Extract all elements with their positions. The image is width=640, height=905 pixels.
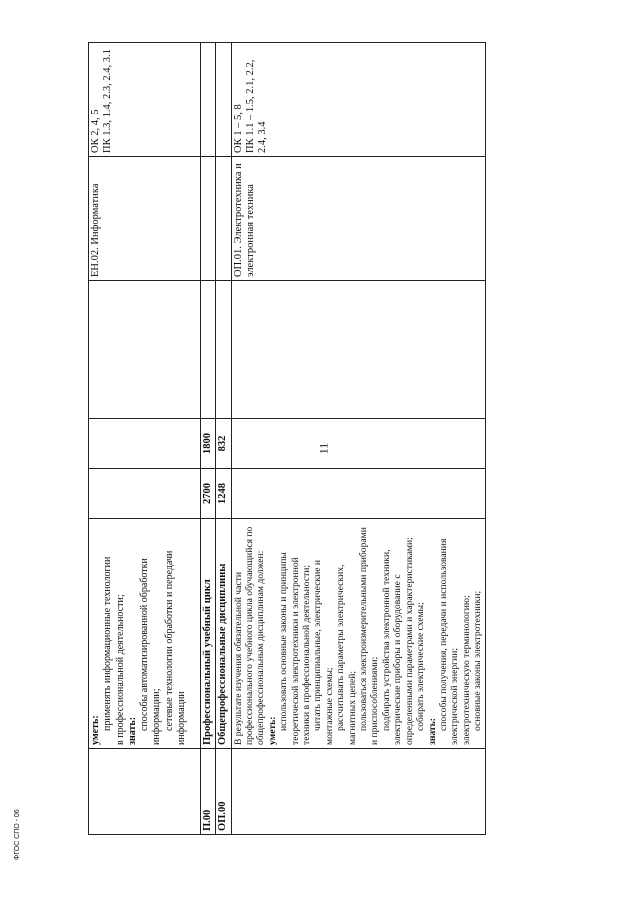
list-item: основные законы электротехники; bbox=[472, 590, 484, 731]
table-row bbox=[216, 43, 231, 835]
list-item: способы автоматизированной обработки bbox=[139, 558, 151, 731]
list-item: подбирать устройства электронной техники, электрические приборы и оборудование с определенными параметрами и характеристиками; bbox=[380, 537, 415, 745]
list-item: способы получения, передачи и использования электрической энергии; bbox=[437, 538, 461, 745]
hours-mandatory-cell bbox=[231, 419, 485, 469]
description-cell bbox=[231, 519, 485, 749]
empty-cell bbox=[201, 281, 216, 419]
table-row bbox=[89, 43, 201, 835]
hours-max-cell: 1248 bbox=[216, 469, 231, 519]
code-cell: П.00 bbox=[201, 749, 216, 835]
umet-label: уметь: bbox=[90, 715, 101, 745]
code-cell: ОП.00 bbox=[216, 749, 231, 835]
title-cell: Профессиональный учебный цикл bbox=[201, 519, 216, 749]
description-cell bbox=[89, 519, 201, 749]
list-item: читать принципиальные, электрические и монтажные схемы; bbox=[312, 559, 335, 745]
list-item: рассчитывать параметры электрических, магнитных цепей; bbox=[335, 564, 358, 745]
hours-max-cell bbox=[231, 469, 485, 519]
list-item: использовать основные законы и принципы теоретической электротехники и электронной техники в профессиональной деятельности; bbox=[278, 552, 313, 745]
list-item: электротехническую терминологию; bbox=[460, 595, 472, 745]
intro-text: В результате изучения обязательной части профессионального учебного цикла обучающийся по общепрофессиональным дисциплинам должен: bbox=[232, 526, 267, 745]
empty-cell bbox=[89, 281, 201, 419]
competency-table bbox=[88, 42, 486, 835]
title-cell: Общепрофессиональные дисциплины bbox=[216, 519, 231, 749]
hours-max-cell: 2700 bbox=[201, 469, 216, 519]
znat-label: знать: bbox=[126, 716, 138, 745]
list-item: пользоваться электроизмерительными приборами и приспособлениями; bbox=[358, 527, 381, 745]
empty-cell bbox=[201, 157, 216, 281]
list-item: сетевые технологии обработки и передачи bbox=[163, 550, 175, 731]
znat-label: знать: bbox=[426, 718, 438, 745]
empty-cell bbox=[216, 157, 231, 281]
hours-max-cell bbox=[89, 469, 201, 519]
code-cell bbox=[89, 749, 201, 835]
competencies-cell: ОК 1 – 5, 8 ПК 1.1 – 1.5, 2.1, 2.2, 2.4, 3.4 bbox=[231, 43, 485, 157]
list-item: информации bbox=[176, 691, 188, 745]
page-number: 11 bbox=[316, 442, 331, 455]
table-row bbox=[201, 43, 216, 835]
empty-cell bbox=[231, 281, 485, 419]
competencies-cell: ОК 2, 4, 5 ПК 1.3, 1.4, 2.3, 2.4, 3.1 bbox=[89, 43, 201, 157]
empty-cell bbox=[216, 43, 231, 157]
empty-cell bbox=[216, 281, 231, 419]
discipline-cell: ЕН.02. Информатика bbox=[89, 157, 201, 281]
hours-mandatory-cell: 1800 bbox=[201, 419, 216, 469]
umet-label: уметь: bbox=[266, 716, 278, 745]
footer-text: ФГОС СПО - 06 bbox=[14, 809, 21, 860]
list-item: информации; bbox=[151, 688, 163, 745]
list-item: в профессиональной деятельности; bbox=[114, 594, 126, 745]
code-cell bbox=[231, 749, 485, 835]
empty-cell bbox=[201, 43, 216, 157]
hours-mandatory-cell bbox=[89, 419, 201, 469]
hours-mandatory-cell: 832 bbox=[216, 419, 231, 469]
table-row bbox=[231, 43, 485, 835]
list-item: применять информационные технологии bbox=[102, 556, 114, 731]
standard-table-rotated bbox=[88, 43, 484, 835]
list-item: собирать электрические схемы; bbox=[415, 602, 427, 731]
discipline-cell: ОП.01. Электротехника и электронная техника bbox=[231, 157, 485, 281]
